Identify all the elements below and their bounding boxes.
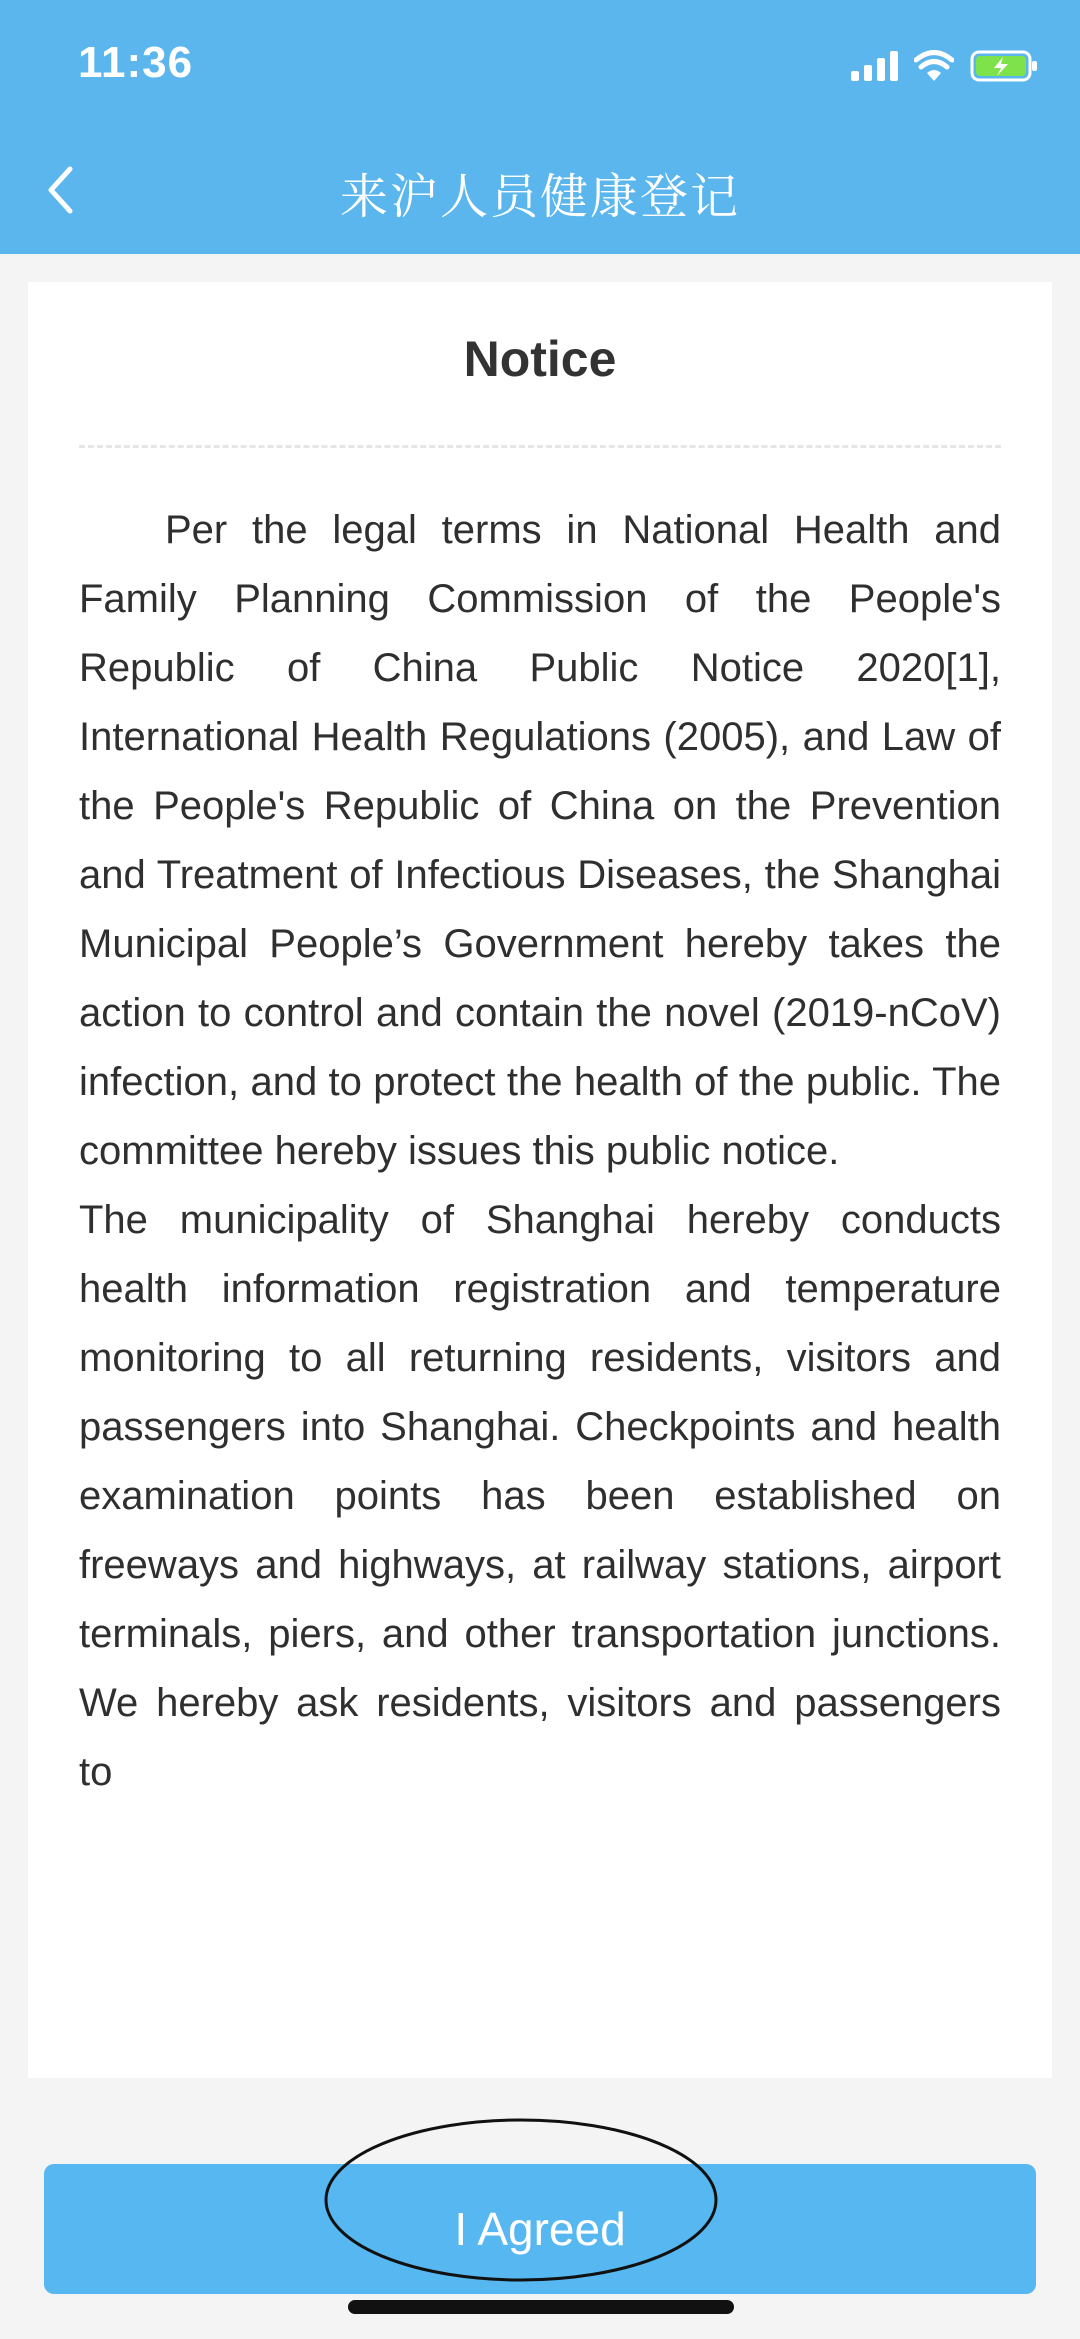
scroll-fade	[28, 2010, 1052, 2078]
notice-title: Notice	[463, 331, 617, 387]
notice-paragraph: Per the legal terms in National Health and Family Planning Commission of the People's Republic of China Public Notice 2020[1], International Health Regulations (2005), and Law of the People's Republic of China on the Prevention and Treatment of Infectious Diseases, the Shanghai Municipal People’s Government hereby takes the action to control and contain the novel (2019-nCoV) infection, and to protect the health of the public. The committee hereby issues this public notice.	[79, 508, 1001, 1173]
agree-button[interactable]: I Agreed	[44, 2164, 1036, 2294]
status-time: 11:36	[78, 38, 194, 87]
page-title: 来沪人员健康登记	[339, 169, 740, 225]
notice-text-scroll[interactable]	[79, 496, 1001, 2041]
notice-paragraph: The municipality of Shanghai hereby conducts health information registration and temperature monitoring to all returning residents, visitors and passengers into Shanghai. Checkpoints and health examination points has been established on freeways and highways, at railway stations, airport terminals, piers, and other transportation junctions. We hereby ask residents, visitors and passengers to	[79, 1198, 1001, 1794]
status-icons	[851, 46, 1040, 86]
wifi-icon	[914, 50, 954, 82]
dashed-divider	[79, 445, 1001, 448]
app-header	[0, 0, 1080, 254]
signal-icon	[851, 51, 898, 81]
battery-charging-icon	[970, 49, 1040, 83]
home-indicator	[348, 2300, 734, 2314]
